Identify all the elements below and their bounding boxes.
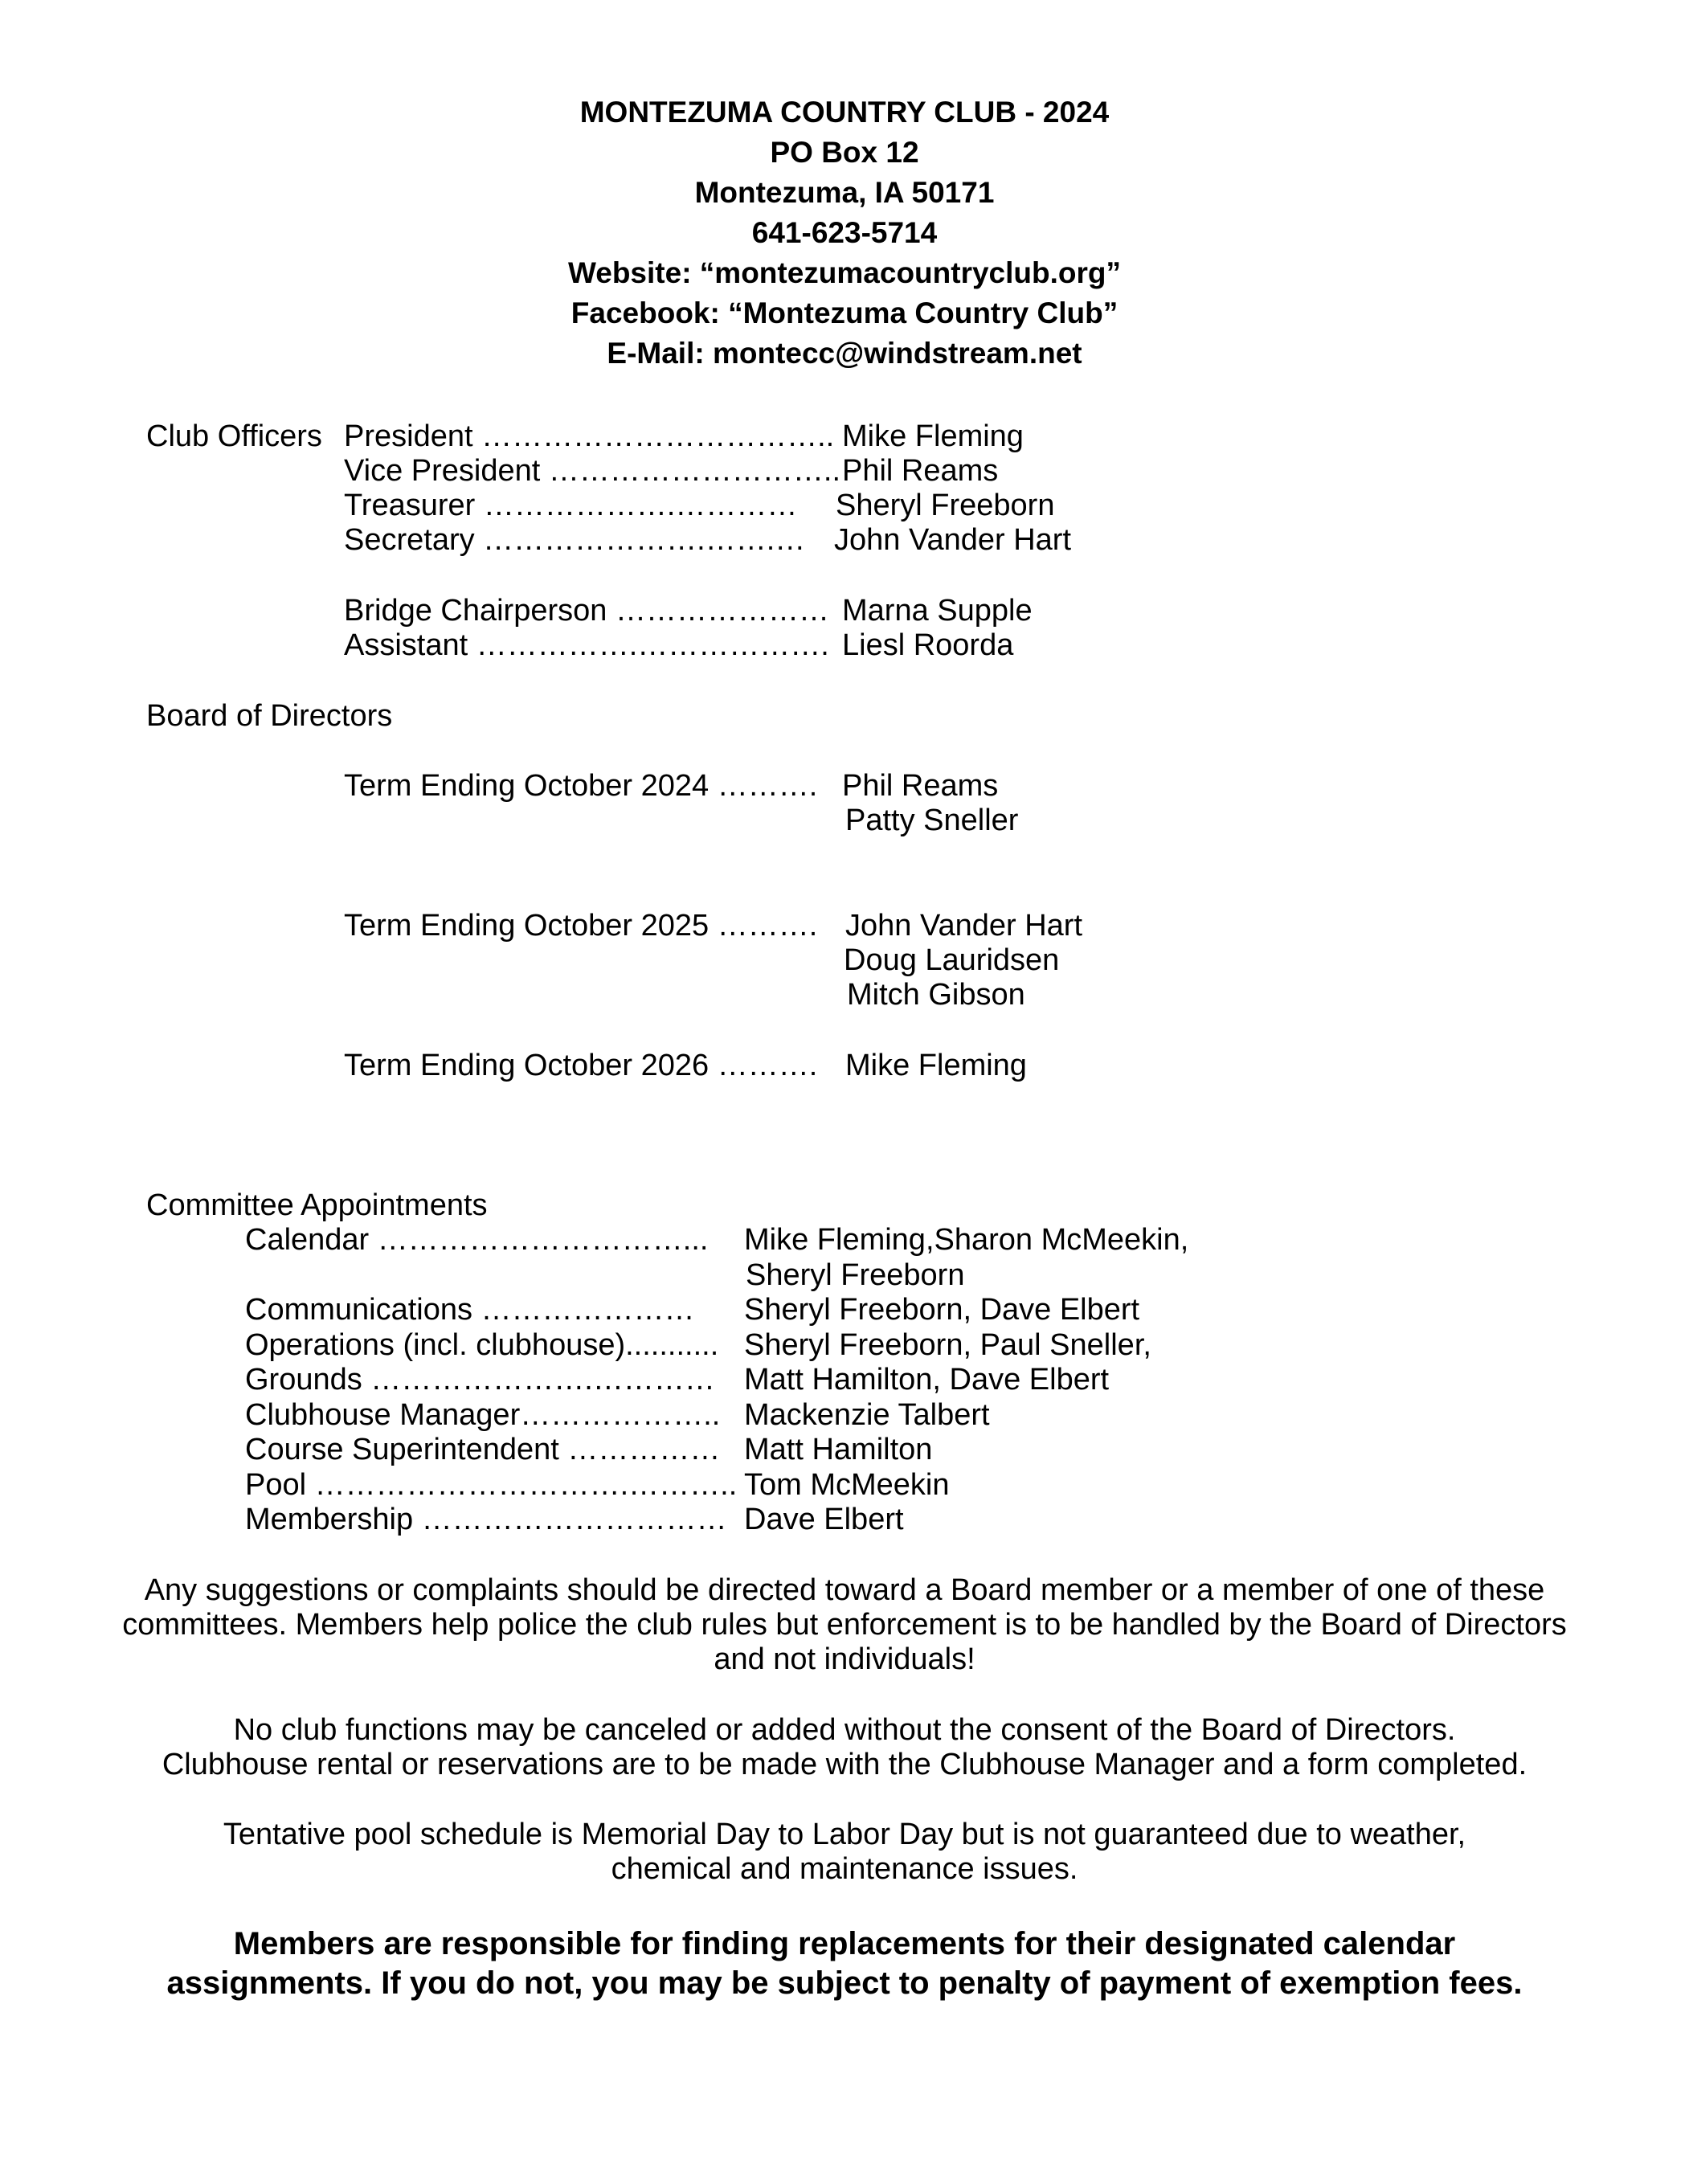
suggestions-paragraph: Any suggestions or complaints should be directed toward a Board member or a member of one of these committees. Members help police the club rules but enforcement is to be handled by the Board of Directors and not individuals! xyxy=(122,1573,1567,1676)
committee-names-calendar: Sheryl Freeborn xyxy=(746,1258,965,1292)
committee-names-clubhouse-manager: Mackenzie Talbert xyxy=(744,1398,990,1432)
board-term-2025-name: Doug Lauridsen xyxy=(844,943,1060,977)
calendar-warning: Members are responsible for finding replacements for their designated calendar assignments. If you do not, you may be subject to penalty of payment of exemption fees. xyxy=(166,1926,1523,2001)
officer-name-secretary: John Vander Hart xyxy=(834,523,1072,557)
officer-label-treasurer: Treasurer ……………….………… xyxy=(344,489,798,522)
committee-label-calendar: Calendar …………………………... xyxy=(245,1223,709,1257)
club-header xyxy=(0,92,1689,374)
club-po-box: PO Box 12 xyxy=(770,136,919,169)
committee-names-calendar: Mike Fleming,Sharon McMeekin, xyxy=(744,1223,1189,1257)
board-heading: Board of Directors xyxy=(146,699,393,733)
officer-name-vice-president: Phil Reams xyxy=(842,454,999,488)
functions-paragraph-line2: Clubhouse rental or reservations are to be made with the Clubhouse Manager and a form completed. xyxy=(162,1748,1527,1781)
board-term-2025-name: John Vander Hart xyxy=(845,909,1083,943)
officers-heading: Club Officers xyxy=(146,419,322,453)
committee-names-operations: Sheryl Freeborn, Paul Sneller, xyxy=(744,1328,1151,1362)
club-email: E-Mail: montecc@windstream.net xyxy=(607,337,1082,370)
committee-names-grounds: Matt Hamilton, Dave Elbert xyxy=(744,1363,1110,1397)
functions-paragraph-line1: No club functions may be canceled or added without the consent of the Board of Directors. xyxy=(233,1713,1456,1747)
pool-paragraph-line1: Tentative pool schedule is Memorial Day to Labor Day but is not guaranteed due to weather, xyxy=(223,1818,1466,1851)
committee-label-clubhouse-manager: Clubhouse Manager……………….. xyxy=(245,1398,721,1432)
officer-label-assistant: Assistant …………….………………. xyxy=(344,628,829,662)
committees-heading: Committee Appointments xyxy=(146,1188,488,1222)
board-term-2026-label: Term Ending October 2026 ………. xyxy=(344,1049,818,1082)
officer-name-bridge-chair: Marna Supple xyxy=(842,594,1033,628)
club-website: Website: “montezumacountryclub.org” xyxy=(568,256,1121,289)
club-city: Montezuma, IA 50171 xyxy=(694,176,995,209)
committee-label-membership: Membership ………………………… xyxy=(245,1503,727,1536)
board-term-2025-label: Term Ending October 2025 ………. xyxy=(344,909,818,943)
committee-label-grounds: Grounds ………………….………… xyxy=(245,1363,715,1397)
committee-names-pool: Tom McMeekin xyxy=(744,1468,950,1502)
club-title: MONTEZUMA COUNTRY CLUB - 2024 xyxy=(579,96,1110,129)
officer-label-bridge-chair: Bridge Chairperson ………………… xyxy=(344,594,829,628)
committee-label-operations: Operations (incl. clubhouse)........... xyxy=(245,1328,719,1362)
board-term-2024-label: Term Ending October 2024 ………. xyxy=(344,769,818,803)
board-term-2025-name: Mitch Gibson xyxy=(847,978,1025,1012)
board-term-2024-name: Patty Sneller xyxy=(845,804,1019,837)
officer-name-assistant: Liesl Roorda xyxy=(842,628,1014,662)
officer-label-vice-president: Vice President ……………………….. xyxy=(344,454,841,488)
committee-label-communications: Communications ………………… xyxy=(245,1293,695,1327)
officer-name-treasurer: Sheryl Freeborn xyxy=(836,489,1055,522)
club-facebook: Facebook: “Montezuma Country Club” xyxy=(570,297,1119,329)
officer-label-secretary: Secretary ………………….…….… xyxy=(344,523,806,557)
club-phone: 641-623-5714 xyxy=(751,216,938,249)
committee-names-membership: Dave Elbert xyxy=(744,1503,904,1536)
board-term-2024-name: Phil Reams xyxy=(842,769,999,803)
pool-paragraph-line2: chemical and maintenance issues. xyxy=(611,1852,1078,1886)
committee-names-course-superintendent: Matt Hamilton xyxy=(744,1433,933,1466)
officer-label-president: President …………………………….. xyxy=(344,419,835,453)
officer-name-president: Mike Fleming xyxy=(842,419,1024,453)
committee-label-course-superintendent: Course Superintendent …………… xyxy=(245,1433,721,1466)
committee-label-pool: Pool ………………………….……….. xyxy=(245,1468,738,1502)
board-term-2026-name: Mike Fleming xyxy=(845,1049,1027,1082)
committee-names-communications: Sheryl Freeborn, Dave Elbert xyxy=(744,1293,1140,1327)
